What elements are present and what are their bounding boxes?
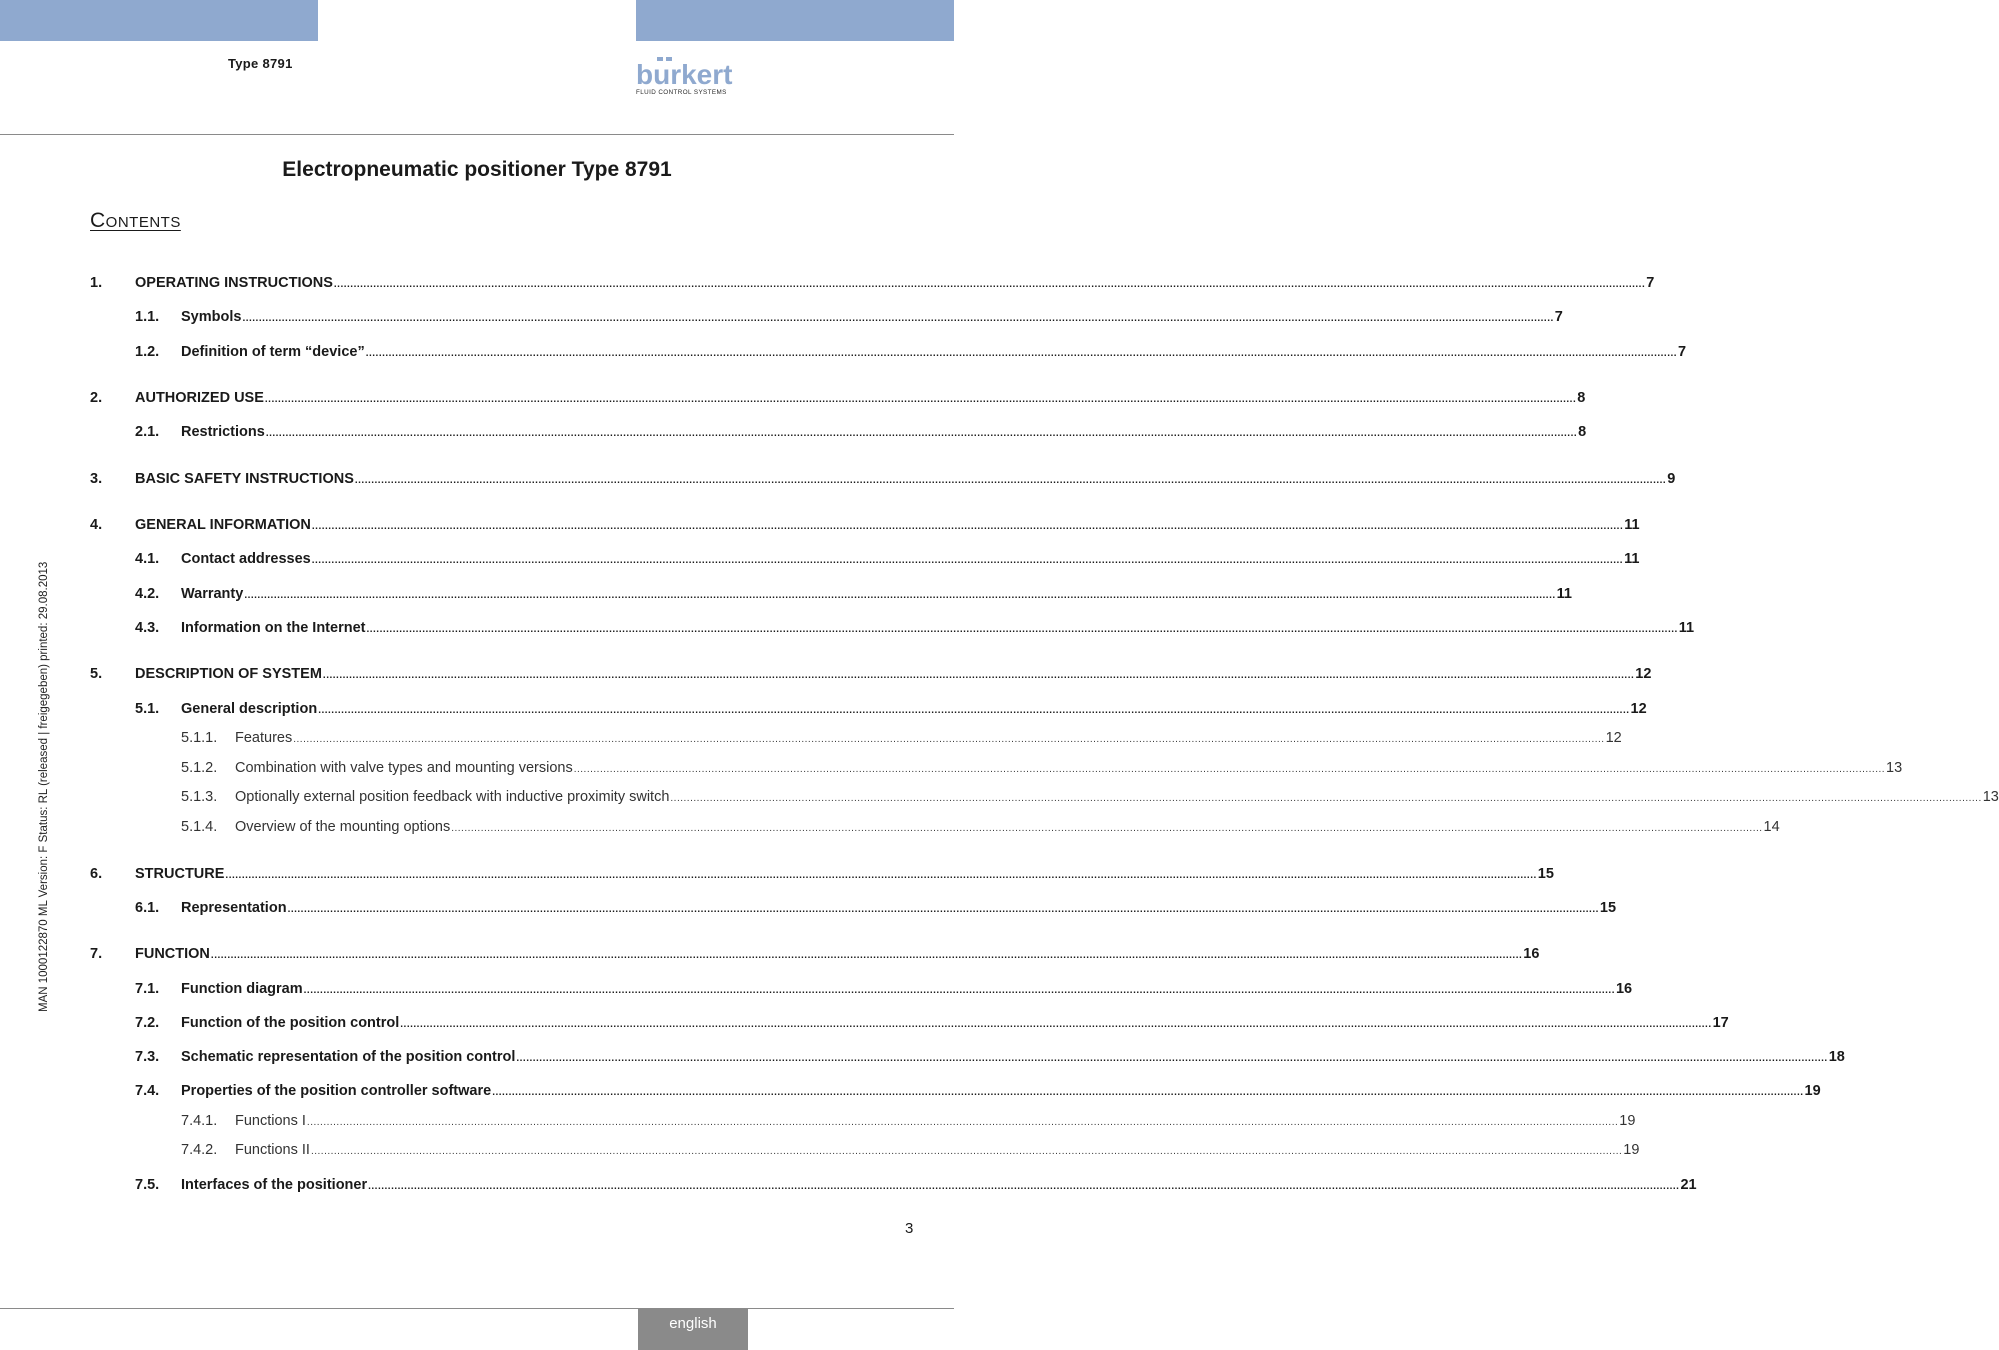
toc-entry-number: 7.4.1.	[181, 1113, 218, 1129]
toc-entry-title: Combination with valve types and mounting versions	[235, 760, 573, 776]
toc-entry-page: 16	[1615, 981, 1633, 997]
footer-divider	[0, 1308, 954, 1309]
toc-entry-number: 2.1.	[135, 424, 160, 440]
toc-entry-title: Function of the position control	[181, 1015, 400, 1031]
toc-entry-number: 5.	[90, 666, 103, 682]
toc-dot-leader: ................................................................................................................................................................................................................................................................................................................................................................................................................	[265, 428, 1578, 439]
toc-entry[interactable]	[0, 273, 1655, 293]
toc-entry[interactable]	[0, 307, 1563, 327]
toc-entry-page: 17	[1712, 1015, 1729, 1031]
toc-entry[interactable]	[0, 1175, 1697, 1195]
toc-dot-leader: ................................................................................................................................................................................................................................................................................................................................................................................................................	[573, 764, 1886, 775]
toc-entry-title: GENERAL INFORMATION	[135, 517, 311, 533]
language-tab: english	[638, 1308, 748, 1350]
toc-dot-leader: ................................................................................................................................................................................................................................................................................................................................................................................................................	[451, 823, 1763, 834]
toc-entry[interactable]	[0, 758, 1903, 778]
toc-dot-leader: ................................................................................................................................................................................................................................................................................................................................................................................................................	[225, 870, 1537, 881]
toc-dot-leader: ................................................................................................................................................................................................................................................................................................................................................................................................................	[303, 985, 1615, 996]
toc-entry-number: 5.1.2.	[181, 760, 218, 776]
toc-entry-page: 11	[1624, 517, 1640, 533]
toc-entry[interactable]	[0, 422, 1587, 442]
toc-entry-number: 7.4.	[135, 1083, 160, 1099]
toc-entry-page: 11	[1624, 551, 1640, 567]
toc-entry[interactable]	[0, 342, 1687, 362]
toc-entry-number: 5.1.1.	[181, 730, 218, 746]
toc-entry-number: 1.2.	[135, 344, 160, 360]
toc-entry-title: DESCRIPTION OF SYSTEM	[135, 666, 322, 682]
toc-entry[interactable]	[0, 388, 1586, 408]
toc-entry-title: Warranty	[181, 586, 244, 602]
svg-text:burkert: burkert	[636, 59, 733, 90]
toc-entry[interactable]	[0, 787, 1999, 807]
toc-dot-leader: ................................................................................................................................................................................................................................................................................................................................................................................................................	[210, 950, 1523, 961]
toc-entry-title: FUNCTION	[135, 946, 210, 962]
toc-entry-page: 12	[1605, 730, 1622, 746]
toc-entry-title: Features	[235, 730, 293, 746]
toc-entry-page: 21	[1680, 1177, 1697, 1193]
toc-dot-leader: ................................................................................................................................................................................................................................................................................................................................................................................................................	[306, 1117, 1619, 1128]
toc-entry-number: 6.	[90, 866, 103, 882]
toc-entry[interactable]	[0, 549, 1640, 569]
toc-entry-title: Functions I	[235, 1113, 306, 1129]
toc-dot-leader: ................................................................................................................................................................................................................................................................................................................................................................................................................	[368, 1181, 1680, 1192]
toc-entry[interactable]	[0, 515, 1640, 535]
toc-entry[interactable]	[0, 1013, 1729, 1033]
toc-entry-title: OPERATING INSTRUCTIONS	[135, 275, 333, 291]
toc-dot-leader: ................................................................................................................................................................................................................................................................................................................................................................................................................	[293, 734, 1605, 745]
toc-entry-title: Function diagram	[181, 981, 303, 997]
toc-entry[interactable]	[0, 864, 1554, 884]
toc-entry-title: Optionally external position feedback with inductive proximity switch	[235, 789, 670, 805]
toc-entry-title: Contact addresses	[181, 551, 311, 567]
toc-entry-page: 13	[1982, 789, 1999, 805]
toc-entry-page: 8	[1578, 424, 1587, 440]
toc-entry-page: 7	[1678, 344, 1687, 360]
toc-dot-leader: ................................................................................................................................................................................................................................................................................................................................................................................................................	[264, 394, 1577, 405]
toc-dot-leader: ................................................................................................................................................................................................................................................................................................................................................................................................................	[242, 313, 1554, 324]
toc-entry-title: Overview of the mounting options	[235, 819, 451, 835]
toc-dot-leader: ................................................................................................................................................................................................................................................................................................................................................................................................................	[322, 670, 1635, 681]
toc-entry-page: 11	[1678, 620, 1695, 636]
toc-dot-leader: ................................................................................................................................................................................................................................................................................................................................................................................................................	[670, 793, 1982, 804]
document-type: Type 8791	[228, 56, 293, 71]
toc-entry-page: 14	[1763, 819, 1780, 835]
toc-dot-leader: ................................................................................................................................................................................................................................................................................................................................................................................................................	[244, 590, 1556, 601]
toc-entry-number: 3.	[90, 471, 103, 487]
page-number: 3	[905, 1220, 914, 1237]
toc-dot-leader: ................................................................................................................................................................................................................................................................................................................................................................................................................	[492, 1087, 1804, 1098]
toc-entry-title: Restrictions	[181, 424, 265, 440]
toc-entry-number: 5.1.3.	[181, 789, 218, 805]
document-title: Electropneumatic positioner Type 8791	[282, 158, 672, 181]
toc-entry-page: 8	[1577, 390, 1586, 406]
toc-entry-number: 2.	[90, 390, 103, 406]
toc-entry-page: 7	[1554, 309, 1563, 325]
toc-entry-number: 7.5.	[135, 1177, 160, 1193]
toc-entry-number: 5.1.	[135, 701, 160, 717]
toc-entry[interactable]	[0, 728, 1622, 748]
svg-text:FLUID CONTROL SYSTEMS: FLUID CONTROL SYSTEMS	[636, 89, 727, 96]
toc-entry-number: 5.1.4.	[181, 819, 218, 835]
toc-entry-title: Symbols	[181, 309, 242, 325]
toc-entry-number: 4.2.	[135, 586, 160, 602]
toc-dot-leader: ................................................................................................................................................................................................................................................................................................................................................................................................................	[310, 1146, 1623, 1157]
toc-entry[interactable]	[0, 1140, 1640, 1160]
toc-entry-title: Information on the Internet	[181, 620, 366, 636]
toc-entry-title: Properties of the position controller software	[181, 1083, 492, 1099]
toc-dot-leader: ................................................................................................................................................................................................................................................................................................................................................................................................................	[516, 1053, 1828, 1064]
toc-dot-leader: ................................................................................................................................................................................................................................................................................................................................................................................................................	[311, 521, 1624, 532]
toc-dot-leader: ................................................................................................................................................................................................................................................................................................................................................................................................................	[400, 1019, 1712, 1030]
toc-entry-page: 15	[1599, 900, 1617, 916]
toc-entry-page: 19	[1619, 1113, 1636, 1129]
toc-entry[interactable]	[0, 1111, 1636, 1131]
toc-entry-page: 12	[1635, 666, 1652, 682]
toc-entry-number: 7.4.2.	[181, 1142, 218, 1158]
toc-entry-page: 7	[1646, 275, 1655, 291]
toc-entry-page: 12	[1630, 701, 1647, 717]
toc-entry-page: 16	[1523, 946, 1540, 962]
toc-entry[interactable]	[0, 1081, 1821, 1101]
toc-entry-page: 15	[1537, 866, 1554, 882]
toc-entry-title: Functions II	[235, 1142, 310, 1158]
toc-entry[interactable]	[0, 469, 1676, 489]
toc-entry[interactable]	[0, 898, 1617, 918]
toc-dot-leader: ................................................................................................................................................................................................................................................................................................................................................................................................................	[311, 555, 1624, 566]
toc-entry[interactable]	[0, 944, 1540, 964]
toc-entry-page: 9	[1667, 471, 1676, 487]
toc-entry[interactable]	[0, 618, 1695, 638]
toc-entry[interactable]	[0, 979, 1633, 999]
toc-dot-leader: ................................................................................................................................................................................................................................................................................................................................................................................................................	[354, 475, 1667, 486]
toc-entry-title: Interfaces of the positioner	[181, 1177, 368, 1193]
toc-entry[interactable]	[0, 817, 1780, 837]
toc-entry-page: 19	[1623, 1142, 1640, 1158]
toc-entry-number: 1.1.	[135, 309, 160, 325]
toc-entry-page: 19	[1804, 1083, 1821, 1099]
toc-entry-number: 1.	[90, 275, 103, 291]
toc-entry[interactable]	[0, 664, 1652, 684]
toc-entry-title: Definition of term “device”	[181, 344, 365, 360]
toc-entry-title: Representation	[181, 900, 287, 916]
toc-entry[interactable]	[0, 584, 1572, 604]
toc-entry-number: 7.2.	[135, 1015, 160, 1031]
contents-heading: Contents	[90, 209, 181, 232]
toc-entry-title: STRUCTURE	[135, 866, 225, 882]
toc-entry-number: 7.1.	[135, 981, 160, 997]
toc-entry[interactable]	[0, 1047, 1845, 1067]
toc-entry[interactable]	[0, 699, 1647, 719]
toc-entry-number: 4.	[90, 517, 103, 533]
toc-entry-title: General description	[181, 701, 318, 717]
toc-dot-leader: ................................................................................................................................................................................................................................................................................................................................................................................................................	[318, 705, 1630, 716]
toc-dot-leader: ................................................................................................................................................................................................................................................................................................................................................................................................................	[333, 279, 1646, 290]
toc-entry-page: 18	[1828, 1049, 1845, 1065]
toc-entry-page: 13	[1886, 760, 1903, 776]
toc-dot-leader: ................................................................................................................................................................................................................................................................................................................................................................................................................	[365, 348, 1678, 359]
toc-entry-number: 7.	[90, 946, 103, 962]
toc-entry-number: 7.3.	[135, 1049, 160, 1065]
toc-entry-number: 4.3.	[135, 620, 160, 636]
toc-entry-number: 4.1.	[135, 551, 160, 567]
toc-entry-title: BASIC SAFETY INSTRUCTIONS	[135, 471, 354, 487]
toc-dot-leader: ................................................................................................................................................................................................................................................................................................................................................................................................................	[366, 624, 1678, 635]
toc-entry-number: 6.1.	[135, 900, 160, 916]
toc-entry-title: Schematic representation of the position control	[181, 1049, 516, 1065]
document-metadata-note: MAN 1000122870 ML Version: F Status: RL (released | freigegeben) printed: 29.08.2013	[38, 561, 50, 1012]
toc-entry-page: 11	[1556, 586, 1572, 602]
toc-dot-leader: ................................................................................................................................................................................................................................................................................................................................................................................................................	[287, 904, 1599, 915]
toc-entry-title: AUTHORIZED USE	[135, 390, 264, 406]
